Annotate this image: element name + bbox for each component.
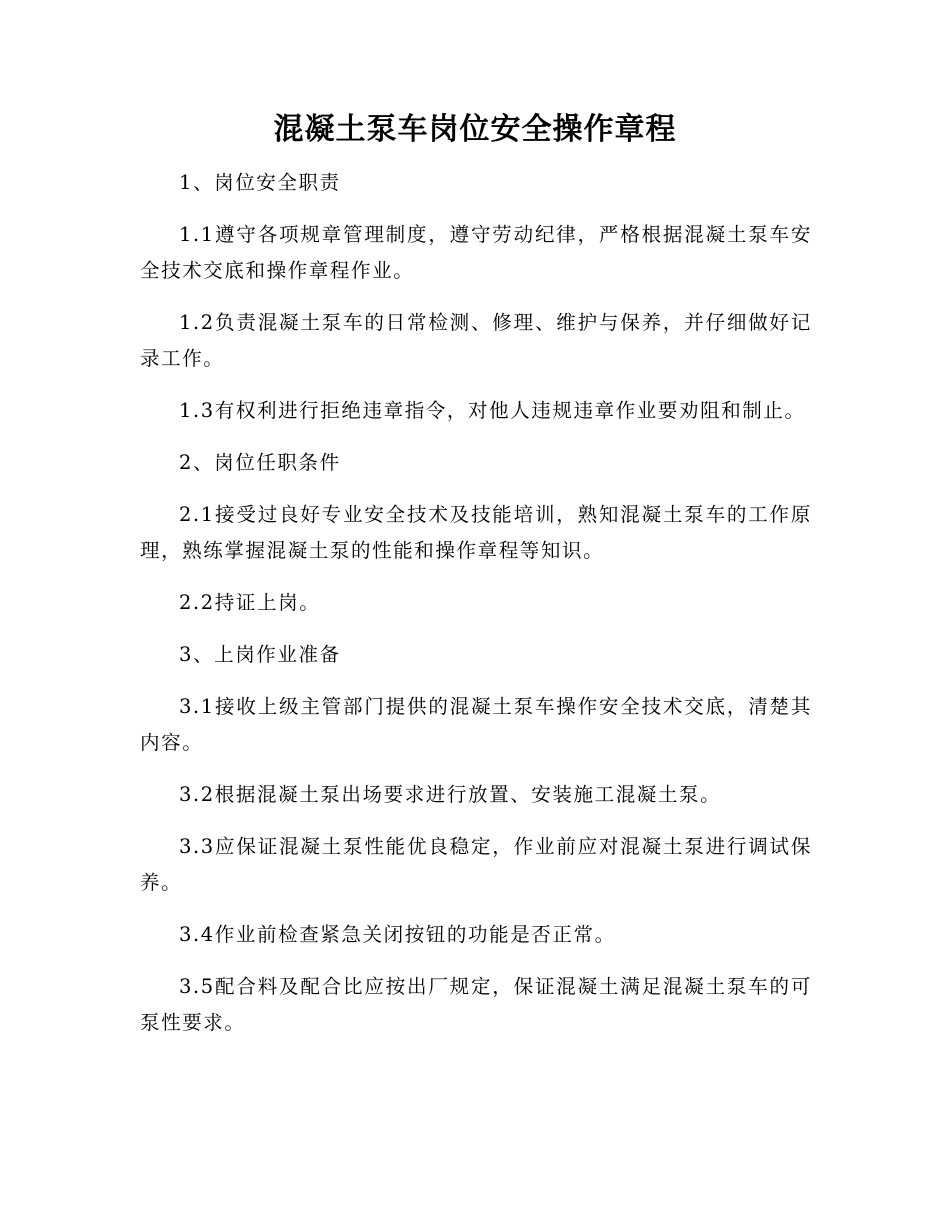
document-body <box>140 165 812 1057</box>
paragraph-3-4: 3.4作业前检查紧急关闭按钮的功能是否正常。 <box>179 923 616 946</box>
paragraph-3-1: 3.1接收上级主管部门提供的混凝土泵车操作安全技术交底，清楚其内容。 <box>140 695 812 754</box>
paragraph-2-1: 2.1接受过良好专业安全技术及技能培训，熟知混凝土泵车的工作原理，熟练掌握混凝土泵的性能和操作章程等知识。 <box>140 503 812 562</box>
paragraph-1-1: 1.1遵守各项规章管理制度，遵守劳动纪律，严格根据混凝土泵车安全技术交底和操作章程作业。 <box>140 223 812 282</box>
section-heading-1: 1、岗位安全职责 <box>179 171 341 194</box>
paragraph-1-3: 1.3有权利进行拒绝违章指令，对他人违规违章作业要劝阻和制止。 <box>179 399 806 422</box>
section-heading-3: 3、上岗作业准备 <box>179 643 341 666</box>
paragraph-3-3: 3.3应保证混凝土泵性能优良稳定，作业前应对混凝土泵进行调试保养。 <box>140 835 812 894</box>
paragraph-1-2: 1.2负责混凝土泵车的日常检测、修理、维护与保养，并仔细做好记录工作。 <box>140 311 812 370</box>
document-title: 混凝土泵车岗位安全操作章程 <box>273 112 677 147</box>
paragraph-2-2: 2.2持证上岗。 <box>179 591 321 614</box>
section-heading-2: 2、岗位任职条件 <box>179 451 341 474</box>
paragraph-3-2: 3.2根据混凝土泵出场要求进行放置、安装施工混凝土泵。 <box>179 783 722 806</box>
paragraph-3-5: 3.5配合料及配合比应按出厂规定，保证混凝土满足混凝土泵车的可泵性要求。 <box>140 975 812 1034</box>
